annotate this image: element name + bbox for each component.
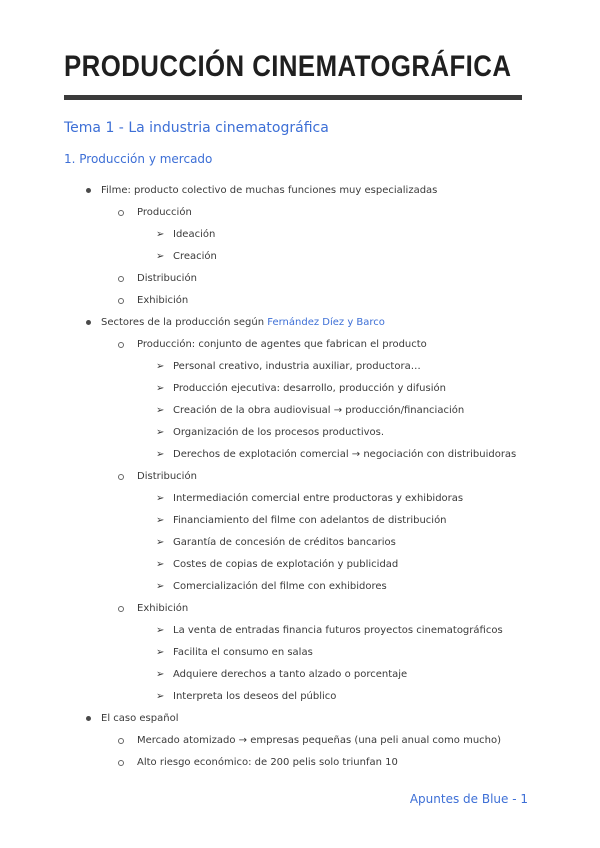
author-link[interactable]: Fernández Díez y Barco (267, 317, 385, 328)
list-item: Alto riesgo económico: de 200 pelis solo triunfan 10 (137, 757, 398, 768)
list-item-sector-exhibicion: Exhibición (137, 603, 189, 614)
list-item: Adquiere derechos a tanto alzado o porcentaje (173, 669, 408, 680)
tema-heading: Tema 1 - La industria cinematográfica (64, 120, 329, 136)
list-item-caso: El caso español (101, 713, 179, 724)
document-title: PRODUCCIÓN CINEMATOGRÁFICA (64, 50, 512, 83)
section-heading: 1. Producción y mercado (64, 152, 213, 166)
list-item: Creación de la obra audiovisual → producción/financiación (173, 405, 465, 416)
list-item: Financiamiento del filme con adelantos de distribución (173, 515, 447, 526)
list-item-sector-produccion: Producción: conjunto de agentes que fabrican el producto (137, 339, 427, 350)
arrow-bullet: ➢ (156, 625, 165, 636)
list-item: Interpreta los deseos del público (173, 691, 337, 702)
bullet (86, 188, 91, 193)
circle-bullet (118, 738, 124, 744)
list-item: Mercado atomizado → empresas pequeñas (una peli anual como mucho) (137, 735, 502, 746)
arrow-bullet: ➢ (156, 581, 165, 592)
list-item-produccion: Producción (137, 207, 192, 218)
list-item: Intermediación comercial entre productoras y exhibidoras (173, 493, 464, 504)
arrow-bullet: ➢ (156, 383, 165, 394)
list-item: Garantía de concesión de créditos bancarios (173, 537, 396, 548)
list-item: Comercialización del filme con exhibidores (173, 581, 387, 592)
list-item: Derechos de explotación comercial → negociación con distribuidoras (173, 449, 517, 460)
arrow-bullet: ➢ (156, 691, 165, 702)
arrow-bullet: ➢ (156, 229, 165, 240)
list-item-filme: Filme: producto colectivo de muchas funciones muy especializadas (101, 185, 438, 196)
arrow-bullet: ➢ (156, 427, 165, 438)
list-item: Personal creativo, industria auxiliar, productora… (173, 361, 421, 372)
circle-bullet (118, 606, 124, 612)
arrow-bullet: ➢ (156, 537, 165, 548)
arrow-bullet: ➢ (156, 647, 165, 658)
list-item-creacion: Creación (173, 251, 217, 262)
title-rule (64, 95, 522, 100)
bullet (86, 320, 91, 325)
arrow-bullet: ➢ (156, 493, 165, 504)
arrow-bullet: ➢ (156, 449, 165, 460)
list-item: La venta de entradas financia futuros proyectos cinematográficos (173, 625, 503, 636)
list-item: Producción ejecutiva: desarrollo, producción y difusión (173, 383, 446, 394)
circle-bullet (118, 760, 124, 766)
list-item-sectores (101, 316, 385, 330)
list-item-ideacion: Ideación (173, 229, 216, 240)
list-item-exhibicion: Exhibición (137, 295, 189, 306)
arrow-bullet: ➢ (156, 405, 165, 416)
arrow-bullet: ➢ (156, 669, 165, 680)
list-item: Costes de copias de explotación y publicidad (173, 559, 399, 570)
arrow-bullet: ➢ (156, 361, 165, 372)
arrow-bullet: ➢ (156, 559, 165, 570)
list-item: Facilita el consumo en salas (173, 647, 313, 658)
circle-bullet (118, 298, 124, 304)
circle-bullet (118, 210, 124, 216)
list-item: Organización de los procesos productivos. (173, 427, 385, 438)
list-item-distribucion: Distribución (137, 273, 197, 284)
bullet (86, 716, 91, 721)
list-item-sector-distribucion: Distribución (137, 471, 197, 482)
circle-bullet (118, 474, 124, 480)
page-footer: Apuntes de Blue - 1 (409, 792, 528, 806)
arrow-bullet: ➢ (156, 251, 165, 262)
arrow-bullet: ➢ (156, 515, 165, 526)
sectores-text: Sectores de la producción según (101, 317, 268, 328)
circle-bullet (118, 342, 124, 348)
circle-bullet (118, 276, 124, 282)
